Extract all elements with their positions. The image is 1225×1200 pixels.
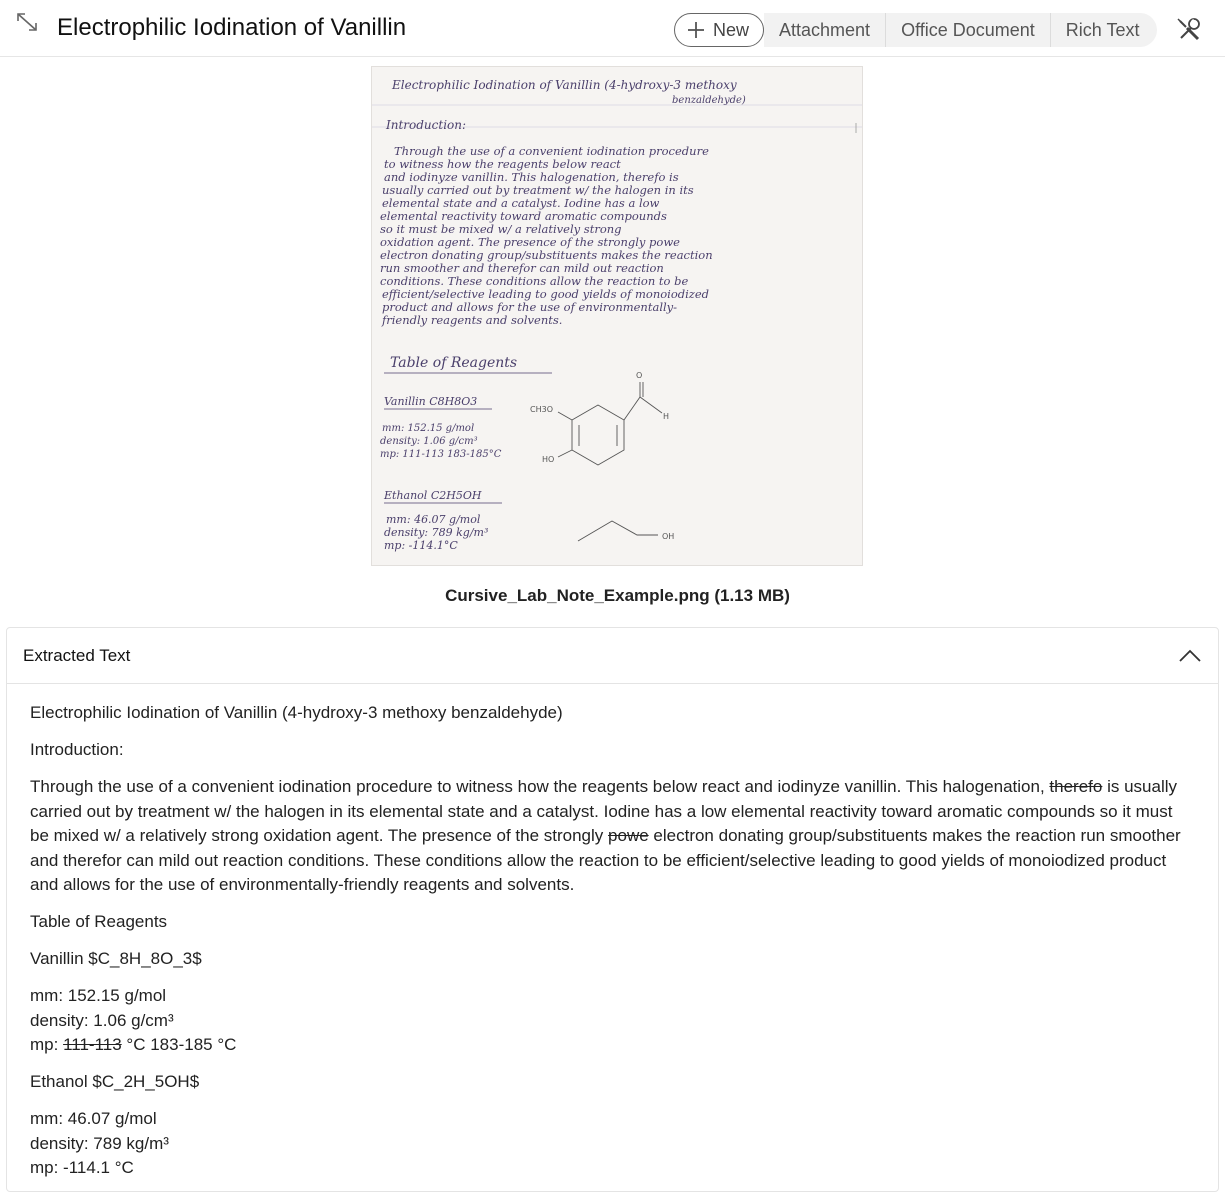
svg-text:oxidation agent. The presence: oxidation agent. The presence of the strongly powe [380, 235, 680, 249]
hw-ethanol-mp: mp: -114.1°C [384, 539, 458, 552]
hw-ethanol-mm: mm: 46.07 g/mol [386, 513, 481, 526]
new-button-label: New [713, 19, 750, 40]
strikethrough-text: powe [608, 826, 649, 845]
svg-text:and iodinyze vanillin. This ha: and iodinyze vanillin. This halogenation, therefo is [384, 170, 679, 184]
hw-title-line-1: Electrophilic Iodination of Vanillin (4-hydroxy-3 methoxy [392, 78, 737, 92]
svg-text:friendly reagents and solvents: friendly reagents and solvents. [382, 313, 563, 327]
plus-icon [687, 21, 705, 39]
svg-text:to witness how the reagents be: to witness how the reagents below react [384, 157, 621, 171]
extracted-text-title: Extracted Text [23, 645, 131, 665]
extracted-text-body [7, 684, 1218, 1181]
rich-text-tab[interactable]: Rich Text [1065, 19, 1140, 40]
create-type-group [764, 13, 1156, 47]
svg-text:elemental reactivity toward ar: elemental reactivity toward aromatic compounds [380, 209, 667, 223]
attachment-caption [0, 586, 1225, 606]
hw-oh: OH [662, 532, 675, 541]
extracted-paragraph: Through the use of a convenient iodination procedure to witness how the reagents below react and iodinyze vanillin. This halogenation, therefo is usually carried out by treatment w/ the halogen in its elemental state and a catalyst. Iodine has a low elemental reactivity toward aromatic compounds so it must be mixed w/ a relatively strong oxidation agent. The presence of the strongly powe electron donating group/substituents makes the reaction run smoother and therefor can mild out reaction conditions. These conditions allow the reaction to be efficient/selective leading to good yields of monoiodized product and allows for the use of environmentally-friendly reagents and solvents. [30, 777, 1181, 894]
hw-ethanol: Ethanol C2H5OH [384, 489, 482, 502]
toolbar [674, 13, 1157, 47]
ethanol-structure-drawing [578, 521, 658, 541]
attachment-tab[interactable]: Attachment [764, 13, 886, 47]
hw-vanillin-mm: mm: 152.15 g/mol [382, 423, 475, 434]
svg-text:conditions. These conditions a: conditions. These conditions allow the reaction to be [380, 274, 689, 288]
svg-text:electron donating group/substi: electron donating group/substituents makes the reaction [380, 248, 713, 262]
page-title: Electrophilic Iodination of Vanillin [57, 14, 407, 41]
hw-vanillin-density: density: 1.06 g/cm³ [380, 436, 478, 447]
extracted-text-panel [6, 627, 1219, 1192]
svg-text:usually carried out by treatme: usually carried out by treatment w/ the halogen in its [382, 183, 694, 197]
hw-vanillin-mp: mp: 111-113 183-185°C [380, 449, 502, 460]
extracted-title-line: Electrophilic Iodination of Vanillin (4-hydroxy-3 methoxy benzaldehyde) [30, 703, 563, 722]
svg-text:Through the use of a convenien: Through the use of a convenient iodination procedure [394, 144, 709, 158]
svg-text:so it must be mixed w/ a relat: so it must be mixed w/ a relatively strong [380, 222, 622, 236]
hw-o: O [636, 371, 643, 380]
extracted-table-title: Table of Reagents [30, 912, 168, 931]
strikethrough-text: 111-113 [63, 1035, 122, 1054]
extracted-intro: Introduction: [30, 740, 124, 759]
svg-text:product and allows for the use: product and allows for the use of environmentally- [382, 300, 678, 314]
extracted-ethanol-props: mm: 46.07 g/mol density: 789 kg/m³ mp: -114.1 °C [30, 1109, 169, 1177]
svg-text:run smoother and therefor can: run smoother and therefor can mild out reaction [380, 261, 664, 275]
expand-icon[interactable] [14, 10, 40, 36]
office-document-tab[interactable]: Office Document [886, 13, 1051, 47]
attachment-size: (1.13 MB) [714, 586, 790, 605]
svg-text:efficient/selective leading to: efficient/selective leading to good yields of monoiodized [382, 287, 710, 301]
hw-ho: HO [542, 455, 555, 464]
svg-text:elemental state and a catalyst: elemental state and a catalyst. Iodine has a low [382, 196, 660, 210]
hw-ethanol-density: density: 789 kg/m³ [384, 526, 489, 539]
extracted-vanillin-props: mm: 152.15 g/mol density: 1.06 g/cm³ mp: 111-113 °C 183-185 °C [30, 986, 237, 1054]
hw-intro: Introduction: [386, 118, 467, 132]
note-header [0, 0, 1225, 57]
hw-body [380, 144, 713, 327]
extracted-text-header[interactable] [7, 628, 1218, 684]
chevron-up-icon[interactable] [1178, 645, 1202, 667]
hw-title-line-2: benzaldehyde) [672, 95, 746, 106]
new-button[interactable] [674, 13, 764, 47]
hw-h: H [663, 412, 670, 421]
hw-table-title: Table of Reagents [390, 355, 518, 371]
tools-icon[interactable] [1174, 15, 1204, 45]
attachment-image-preview[interactable] [371, 66, 863, 566]
extracted-vanillin: Vanillin $C_8H_8O_3$ [30, 949, 202, 968]
vanillin-structure-drawing [558, 382, 662, 465]
extracted-ethanol: Ethanol $C_2H_5OH$ [30, 1072, 200, 1091]
hw-vanillin: Vanillin C8H8O3 [384, 395, 478, 408]
strikethrough-text: therefo [1049, 777, 1103, 796]
hw-ch3o: CH3O [530, 405, 553, 414]
attachment-filename: Cursive_Lab_Note_Example.png [445, 586, 710, 605]
